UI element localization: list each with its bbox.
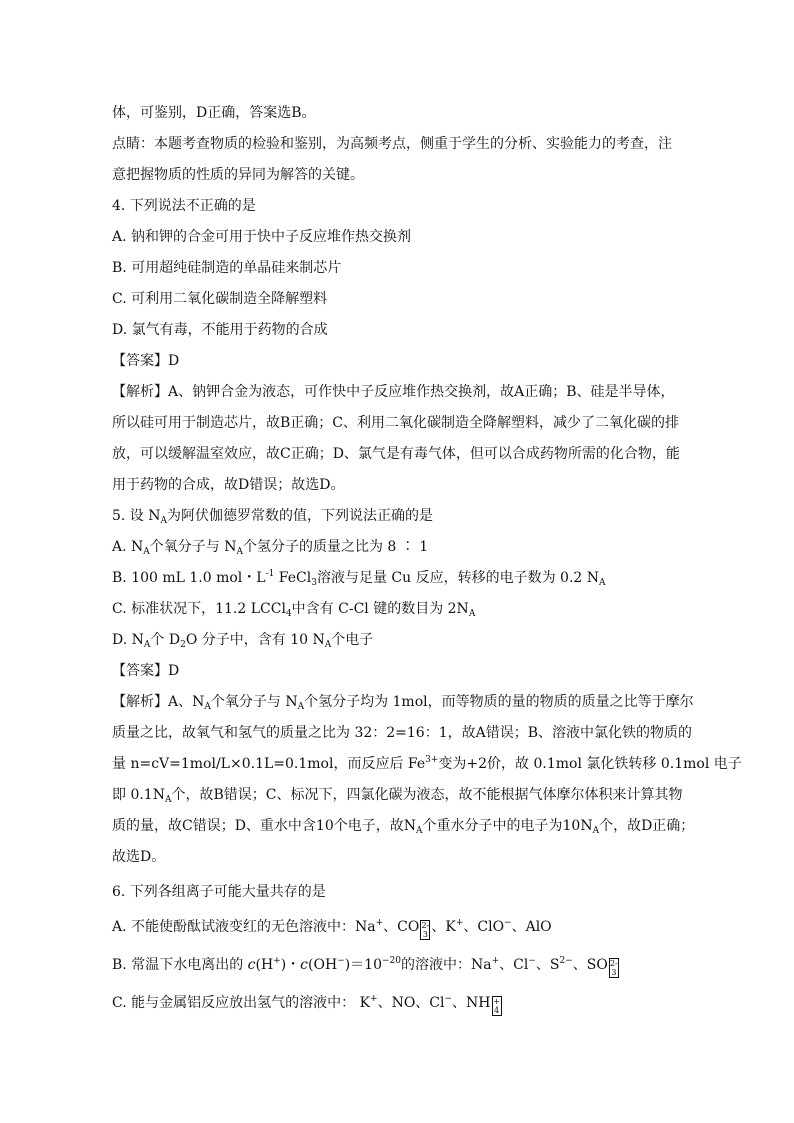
q5-option-b <box>112 563 678 594</box>
text-fragment: 、K <box>431 919 456 935</box>
text-fragment: 【解析】A、钠钾合金为液态，可作快中子反应堆作热交换剂，故A正确；B、硅是半导体， <box>112 384 675 400</box>
text-fragment: 个重水分子中的电子为10N <box>422 818 593 834</box>
q4-answer <box>112 346 678 377</box>
text-fragment: 个氢分子均为 1mol，而等物质的量的物质的质量之比等于摩尔 <box>304 694 694 710</box>
text-fragment: 5. 设 N <box>112 508 161 524</box>
text-fragment: 个氧分子与 N <box>210 694 298 710</box>
text-fragment: -1 <box>265 569 275 579</box>
text-fragment: − <box>504 918 512 928</box>
q4-analysis-line <box>112 377 678 408</box>
text-fragment: 个，故D正确； <box>599 818 695 834</box>
intro-line <box>112 98 678 129</box>
text-fragment: 2− <box>559 956 573 966</box>
text-fragment: 、ClO <box>463 919 505 935</box>
q5-analysis-line <box>112 718 693 749</box>
text-fragment: 所以硅可用于制造芯片，故B正确；C、利用二氧化碳制造全降解塑料，减少了二氧化碳的排 <box>112 415 679 431</box>
text-fragment: D. 氯气有毒，不能用于药物的合成 <box>112 322 328 338</box>
text-fragment: A <box>592 826 600 836</box>
text-fragment: 个电子 <box>331 632 374 648</box>
text-fragment: 【解析】A、N <box>112 694 205 710</box>
text-fragment: (H <box>255 957 274 973</box>
text-fragment: c <box>247 957 256 973</box>
text-fragment: O 分子中，含有 10 N <box>185 632 325 648</box>
text-fragment: )・ <box>280 957 301 973</box>
text-fragment: A. 钠和钾的合金可用于快中子反应堆作热交换剂 <box>112 229 412 245</box>
text-fragment: A <box>468 609 476 619</box>
q6-option-a <box>112 908 678 946</box>
q5-analysis-line <box>112 811 695 842</box>
q4-option-d <box>112 315 678 346</box>
text-fragment: 3 <box>422 930 428 939</box>
ion-charge-box <box>609 958 619 978</box>
text-fragment: 、NO、Cl <box>377 995 445 1011</box>
text-fragment: 溶液与足量 Cu 反应，转移的电子数为 0.2 N <box>316 570 600 586</box>
text-fragment: 质量之比，故氧气和氢气的质量之比为 32：2=16：1，故A错误；B、溶液中氯化铁的物质的 <box>112 725 693 741</box>
text-fragment: 2- <box>609 959 618 968</box>
text-fragment: + <box>370 994 378 1004</box>
q4-option-a <box>112 222 678 253</box>
text-fragment: A <box>324 640 332 650</box>
ion-charge-box <box>420 920 430 940</box>
text-fragment: A <box>143 547 150 557</box>
text-fragment: 体，可鉴别，D正确，答案选B。 <box>112 105 316 121</box>
text-fragment: 2- <box>421 921 430 930</box>
text-fragment: 个氧分子与 N <box>149 539 237 555</box>
q5-option-c <box>112 594 678 625</box>
text-fragment: + <box>491 956 500 966</box>
text-fragment: 故选D。 <box>112 849 166 865</box>
text-fragment: 、Cl <box>499 957 529 973</box>
text-fragment: B. 100 mL 1.0 mol・L <box>112 570 266 586</box>
q4-analysis-line <box>112 439 678 470</box>
text-fragment: 放，可以缓解温室效应，故C正确；D、氯气是有毒气体，但可以合成药物所需的化合物，能 <box>112 446 680 462</box>
text-fragment: A <box>143 640 151 650</box>
text-fragment: 4. 下列说法不正确的是 <box>112 198 256 214</box>
text-fragment: 意把握物质的性质的异同为解答的关键。 <box>112 167 364 183</box>
text-fragment: −20 <box>382 956 401 966</box>
q4-stem <box>112 191 678 222</box>
text-fragment: 点睛：本题考查物质的检验和鉴别，为高频考点，侧重于学生的分析、实验能力的考查，注 <box>112 136 672 152</box>
text-fragment: 质的量，故C错误；D、重水中含10个电子，故N <box>112 818 416 834</box>
text-fragment: A <box>297 702 305 712</box>
q6-option-c <box>112 984 678 1022</box>
text-fragment: 3 <box>611 968 617 977</box>
text-fragment: 个氢分子的质量之比为 8 ∶ 1 <box>242 539 429 555</box>
text-fragment: 、SO <box>572 957 608 973</box>
q4-analysis-line <box>112 408 678 439</box>
text-fragment: 6. 下列各组离子可能大量共存的是 <box>112 884 326 900</box>
text-fragment: 量 n=cV=1mol/L×0.1L=0.1mol，而反应后 Fe <box>112 756 426 772</box>
text-fragment: 4 <box>493 1006 500 1015</box>
q4-analysis-line <box>112 470 678 501</box>
text-fragment: B. 常温下水电离出的 <box>112 957 248 973</box>
text-fragment: 3+ <box>425 755 439 765</box>
ion-charge-box <box>492 996 502 1016</box>
text-fragment: 4 <box>285 609 292 619</box>
text-fragment: A <box>599 578 606 588</box>
text-fragment: − <box>528 956 536 966</box>
text-fragment: D. N <box>112 632 144 648</box>
text-fragment: A <box>236 547 243 557</box>
text-fragment: C. 标准状况下，11.2 LCCl <box>112 601 286 617</box>
text-fragment: A. 不能使酚酞试液变红的无色溶液中：Na <box>112 919 376 935</box>
text-fragment: C. 能与金属铝反应放出氢气的溶液中： K <box>112 995 371 1011</box>
text-fragment: A <box>164 795 172 805</box>
text-fragment: − <box>337 956 345 966</box>
text-fragment: + <box>375 918 384 928</box>
text-fragment: 、CO <box>383 919 420 935</box>
text-fragment: + <box>455 918 464 928</box>
text-fragment: A. N <box>112 539 144 555</box>
text-fragment: 2 <box>180 640 186 650</box>
text-fragment: A <box>204 702 211 712</box>
text-fragment: )＝10 <box>344 957 382 973</box>
text-fragment: A <box>160 516 168 526</box>
text-fragment: − <box>444 994 453 1004</box>
text-fragment: 【答案】D <box>112 663 180 679</box>
text-fragment: 【答案】D <box>112 353 180 369</box>
text-fragment: 中含有 C-Cl 键的数目为 2N <box>291 601 469 617</box>
text-fragment: 个，故B错误；C、标况下，四氯化碳为液态，故不能根据气体摩尔体积来计算其物 <box>171 787 683 803</box>
q5-analysis-line <box>112 842 678 873</box>
text-fragment: 变为+2价，故 0.1mol 氯化铁转移 0.1mol 电子 <box>438 756 742 772</box>
q4-option-b <box>112 253 678 284</box>
text-fragment: 、NH <box>452 995 491 1011</box>
q5-answer <box>112 656 678 687</box>
text-fragment: 3 <box>311 578 317 588</box>
text-fragment: B. 可用超纯硅制造的单晶硅来制芯片 <box>112 260 342 276</box>
q5-analysis-line <box>112 780 683 811</box>
text-fragment: 即 0.1N <box>112 787 165 803</box>
text-fragment: 、S <box>535 957 560 973</box>
q6-option-b <box>112 946 678 984</box>
q5-analysis-line <box>112 749 742 780</box>
q6-stem <box>112 877 678 908</box>
q5-option-d <box>112 625 678 656</box>
q5-analysis-line <box>112 687 694 718</box>
note-line <box>112 129 678 160</box>
text-fragment: + <box>493 997 500 1006</box>
text-fragment: C. 可利用二氧化碳制造全降解塑料 <box>112 291 328 307</box>
text-fragment: A <box>416 826 423 836</box>
text-fragment: c <box>300 957 309 973</box>
text-fragment: + <box>273 956 281 966</box>
q5-option-a <box>112 532 678 563</box>
text-fragment: 个 D <box>150 632 181 648</box>
q5-stem <box>112 501 678 532</box>
text-fragment: 为阿伏伽德罗常数的值，下列说法正确的是 <box>167 508 434 524</box>
text-fragment: FeCl <box>274 570 312 586</box>
q4-option-c <box>112 284 678 315</box>
text-fragment: 、AlO <box>511 919 552 935</box>
note-line <box>112 160 678 191</box>
text-fragment: 的溶液中：Na <box>401 957 492 973</box>
page-content <box>112 98 742 1022</box>
text-fragment: 用于药物的合成，故D错误；故选D。 <box>112 477 345 493</box>
text-fragment: (OH <box>308 957 338 973</box>
